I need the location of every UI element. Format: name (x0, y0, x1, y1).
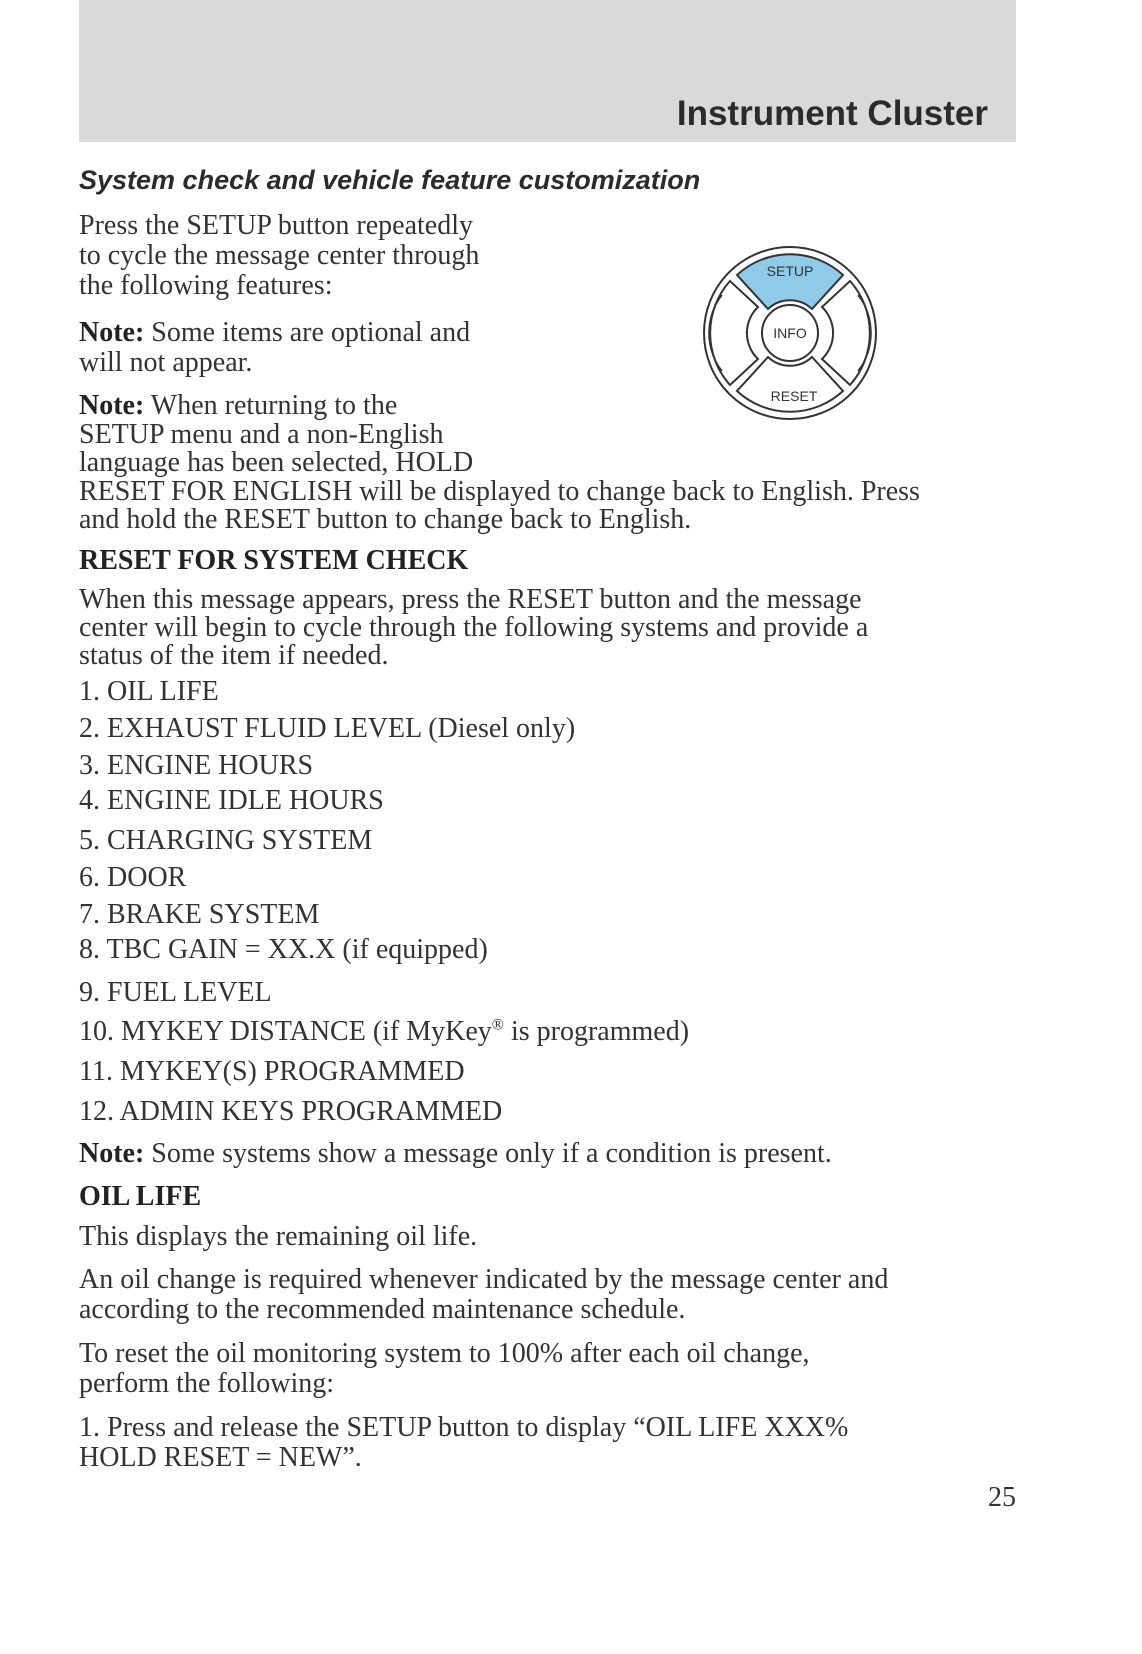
system-check-heading: RESET FOR SYSTEM CHECK (79, 545, 469, 576)
chapter-title: Instrument Cluster (676, 94, 988, 133)
list-item: 1. OIL LIFE (79, 676, 219, 707)
paragraph-line: 1. Press and release the SETUP button to display “OIL LIFE XXX% (79, 1412, 849, 1443)
page-number: 25 (988, 1482, 1016, 1513)
note-text: RESET FOR ENGLISH will be displayed to change back to English. Press (79, 475, 920, 507)
note-text: and hold the RESET button to change back to English. (79, 504, 692, 535)
note-systems (79, 1139, 1019, 1169)
list-item: 3. ENGINE HOURS (79, 750, 314, 781)
list-item: 4. ENGINE IDLE HOURS (79, 785, 384, 816)
oil-reset-step (79, 1413, 1019, 1473)
note-label: Note: (79, 317, 145, 348)
system-check-paragraph (79, 586, 1019, 670)
list-item: 7. BRAKE SYSTEM (79, 899, 320, 930)
steering-wheel-controls-illustration (700, 243, 880, 423)
paragraph-line: according to the recommended maintenance schedule. (79, 1294, 686, 1325)
intro-paragraph (79, 211, 559, 301)
oil-reset-paragraph (79, 1339, 1019, 1399)
list-item-text: 10. MYKEY DISTANCE (if MyKey (79, 1016, 492, 1047)
intro-line: Press the SETUP button repeatedly (79, 210, 474, 241)
note-text: will not appear. (79, 347, 253, 378)
note-text: Some systems show a message only if a condition is present. (144, 1138, 832, 1169)
section-heading: System check and vehicle feature customization (79, 165, 701, 195)
reset-label: RESET (770, 388, 818, 404)
note-label: Note: (79, 390, 145, 421)
paragraph-line: status of the item if needed. (79, 640, 389, 671)
paragraph-line: When this message appears, press the RESET button and the message (79, 584, 862, 615)
list-item: 12. ADMIN KEYS PROGRAMMED (79, 1096, 503, 1127)
intro-line: to cycle the message center through (79, 240, 480, 271)
list-item: 8. TBC GAIN = XX.X (if equipped) (79, 934, 488, 965)
note-optional-items (79, 318, 559, 378)
note-text: language has been selected, HOLD (79, 447, 474, 478)
registered-mark: ® (491, 1016, 504, 1034)
paragraph-line: perform the following: (79, 1368, 335, 1399)
note-label: Note: (79, 1138, 145, 1169)
paragraph-line: center will begin to cycle through the following systems and provide a (79, 612, 869, 643)
setup-label: SETUP (766, 263, 814, 279)
note-text: Some items are optional and (144, 317, 471, 348)
oil-life-heading: OIL LIFE (79, 1181, 202, 1212)
list-item: 5. CHARGING SYSTEM (79, 825, 373, 856)
oil-life-paragraph: This displays the remaining oil life. (79, 1221, 478, 1252)
list-item (79, 1016, 689, 1048)
info-label: INFO (773, 325, 807, 341)
list-item: 6. DOOR (79, 862, 187, 893)
oil-change-paragraph (79, 1265, 1019, 1325)
intro-line: the following features: (79, 270, 333, 301)
list-item-text: is programmed) (503, 1016, 690, 1047)
list-item: 9. FUEL LEVEL (79, 977, 272, 1008)
note-text: When returning to the (144, 390, 398, 421)
list-item: 2. EXHAUST FLUID LEVEL (Diesel only) (79, 713, 576, 744)
list-item: 11. MYKEY(S) PROGRAMMED (79, 1056, 465, 1087)
header-band (79, 0, 1016, 142)
paragraph-line: An oil change is required whenever indicated by the message center and (79, 1264, 889, 1295)
paragraph-line: HOLD RESET = NEW”. (79, 1442, 362, 1473)
note-text: SETUP menu and a non-English (79, 418, 444, 450)
paragraph-line: To reset the oil monitoring system to 100% after each oil change, (79, 1338, 810, 1369)
